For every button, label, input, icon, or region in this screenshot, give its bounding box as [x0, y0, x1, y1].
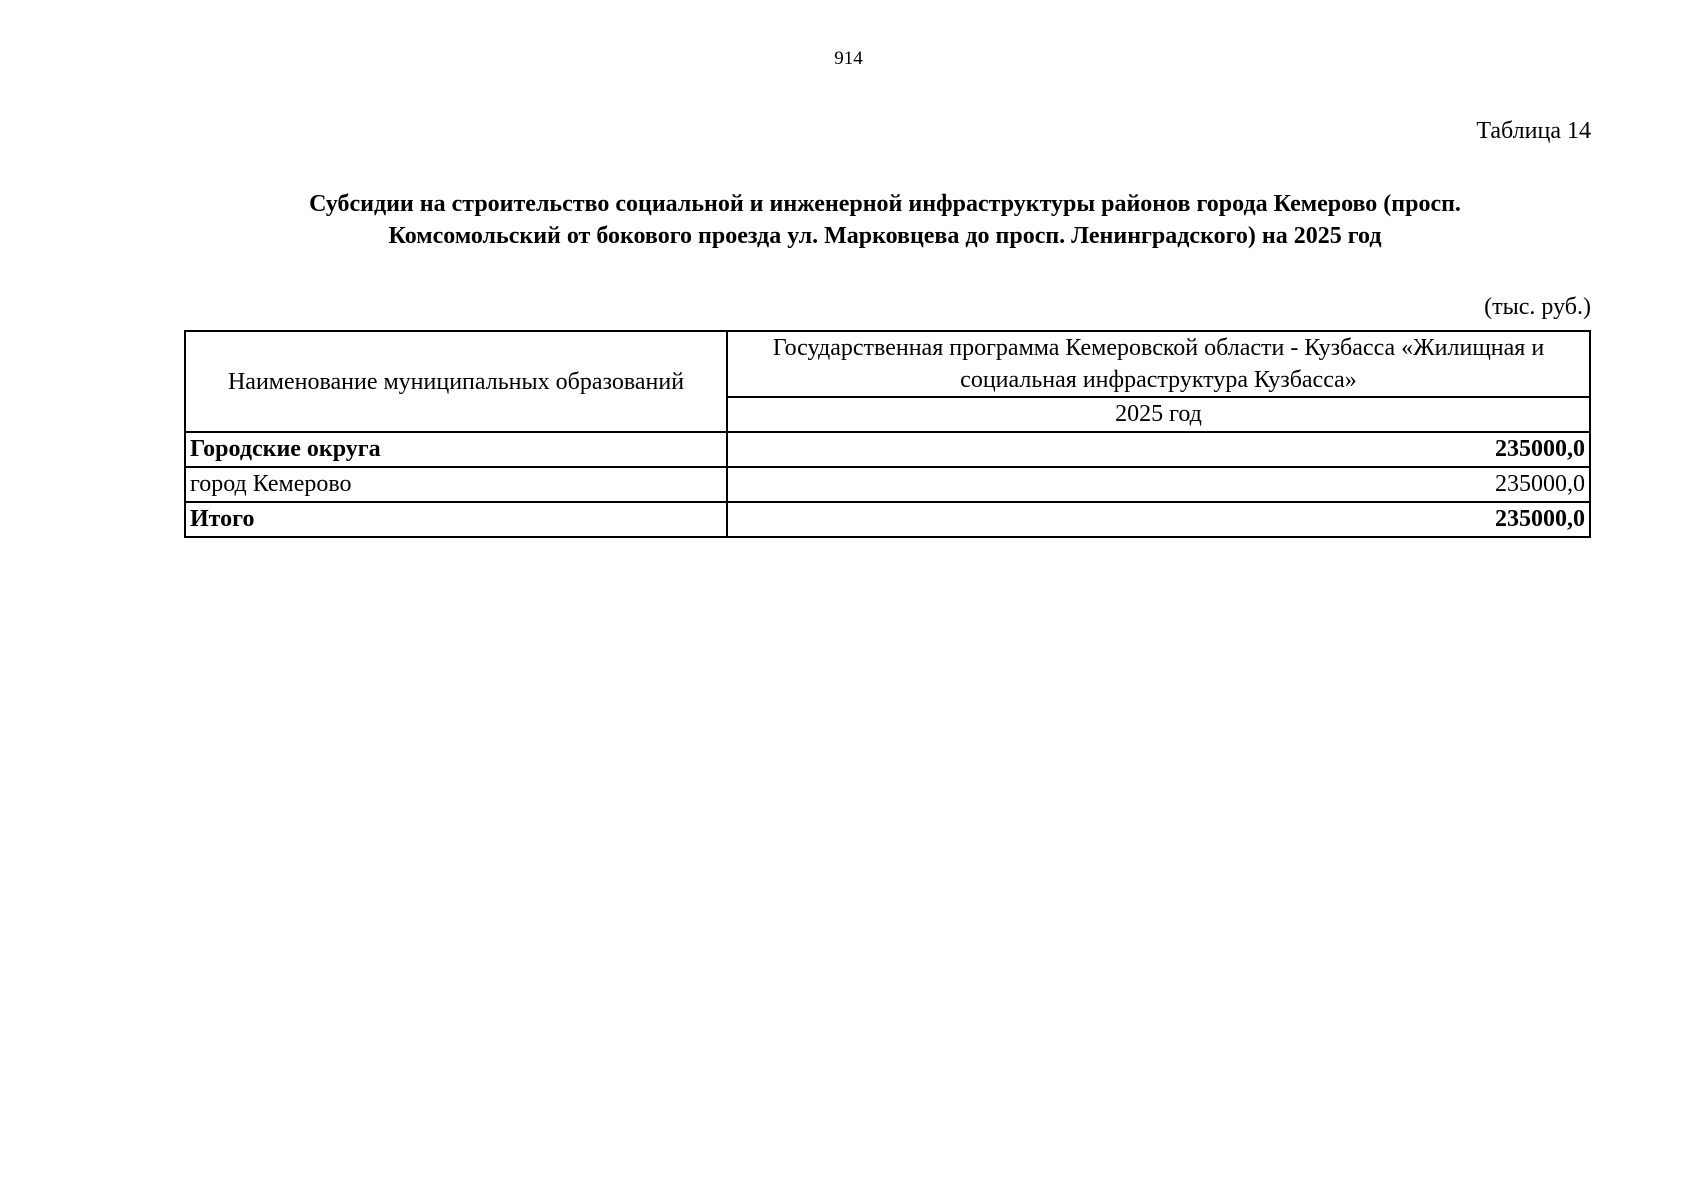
row-name: Городские округа	[185, 432, 727, 467]
header-municipality-name: Наименование муниципальных образований	[185, 331, 727, 432]
row-name: город Кемерово	[185, 467, 727, 502]
row-value: 235000,0	[727, 467, 1590, 502]
table-header-row	[185, 331, 1590, 397]
table-row	[185, 467, 1590, 502]
document-title-line-1: Субсидии на строительство социальной и инженерной инфраструктуры районов города Кемерово (просп.	[309, 191, 1461, 217]
table-row	[185, 432, 1590, 467]
row-name: Итого	[185, 502, 727, 537]
row-value: 235000,0	[727, 432, 1590, 467]
page-number: 914	[834, 48, 863, 69]
units-label: (тыс. руб.)	[1484, 294, 1591, 320]
document-title	[185, 188, 1585, 252]
header-year: 2025 год	[727, 397, 1590, 432]
subsidies-table	[184, 330, 1591, 538]
row-value: 235000,0	[727, 502, 1590, 537]
document-title-line-2: Комсомольский от бокового проезда ул. Марковцева до просп. Ленинградского) на 2025 год	[388, 223, 1382, 249]
header-state-program: Государственная программа Кемеровской области - Кузбасса «Жилищная и социальная инфраструктура Кузбасса»	[727, 331, 1590, 397]
table-row	[185, 502, 1590, 537]
table-caption: Таблица 14	[1476, 118, 1591, 144]
